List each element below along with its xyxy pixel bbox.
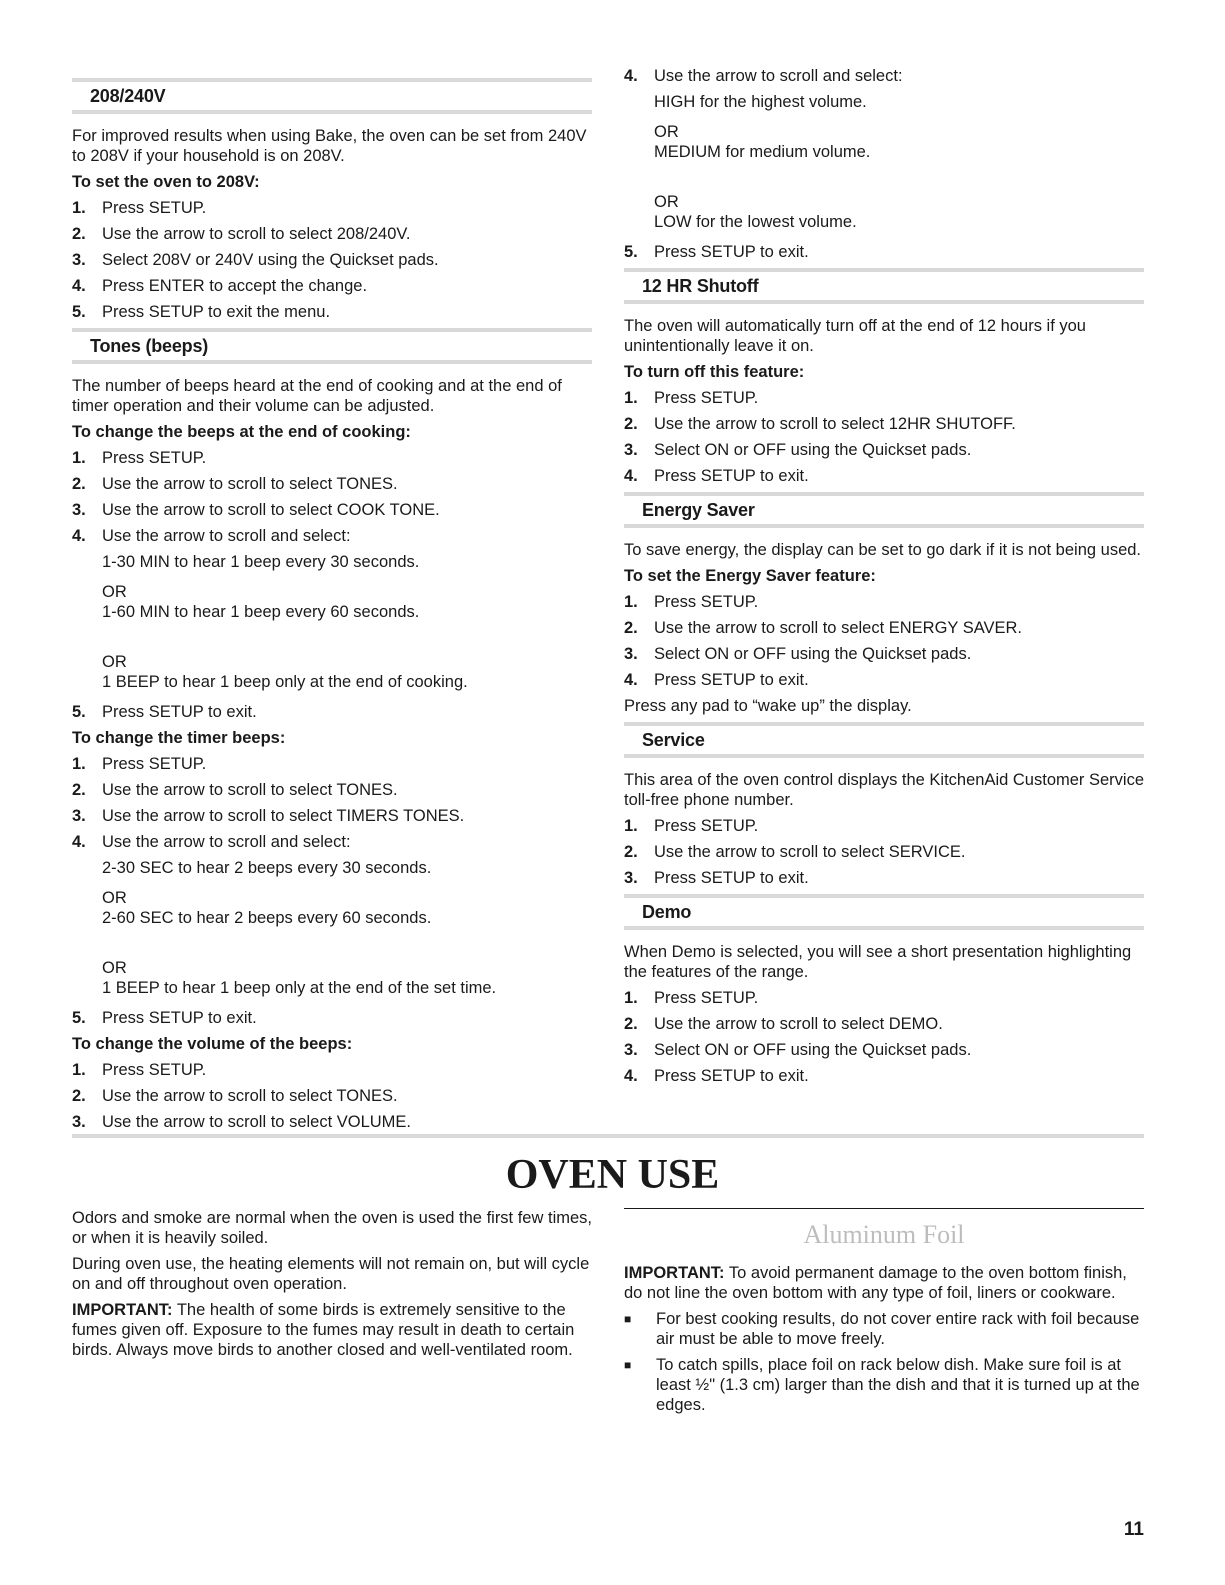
section-heading-aluminum-foil: Aluminum Foil [624, 1208, 1144, 1251]
step-text: Use the arrow to scroll to select DEMO. [654, 1015, 943, 1033]
list-item: 3. Press SETUP to exit. [624, 869, 809, 887]
list-item: 2. Use the arrow to scroll to select 208/240V. [72, 225, 411, 243]
or-label: OR [654, 123, 679, 141]
option-text: 1 BEEP to hear 1 beep only at the end of cooking. [102, 673, 468, 691]
option-text: 1-60 MIN to hear 1 beep every 60 seconds. [102, 603, 420, 621]
list-item: 4. Press SETUP to exit. [624, 1067, 809, 1085]
list-item: 1. Press SETUP. [72, 449, 207, 467]
step-list [72, 198, 592, 322]
option-text: HIGH for the highest volume. [654, 93, 867, 111]
list-item: 3. Select ON or OFF using the Quickset pads. [624, 645, 972, 663]
list-item: 1. Press SETUP. [624, 593, 759, 611]
list-item: 5. Press SETUP to exit. [72, 1009, 257, 1027]
step-text: Select ON or OFF using the Quickset pads. [654, 1041, 972, 1059]
step-text: Use the arrow to scroll to select TONES. [102, 1087, 398, 1105]
step-text: Press SETUP to exit. [654, 1067, 809, 1085]
step-text: Use the arrow to scroll and select: [654, 67, 903, 85]
oven-use-intro [72, 1208, 592, 1366]
option-text: 1 BEEP to hear 1 beep only at the end of the set time. [102, 979, 497, 997]
step-text: Press SETUP. [102, 199, 207, 217]
option-group [102, 888, 592, 928]
step-text: Use the arrow to scroll and select: [102, 833, 351, 851]
list-item [624, 1355, 1144, 1415]
paragraph: During oven use, the heating elements will not remain on, but will cycle on and off throughout oven operation. [72, 1255, 590, 1293]
section-heading-energy-saver: Energy Saver [624, 492, 1144, 528]
step-list [72, 702, 592, 722]
bullet-text: To catch spills, place foil on rack below dish. Make sure foil is at least ½" (1.3 cm) larger than the dish and that it is turned up at the edges. [656, 1356, 1140, 1414]
step-text: Use the arrow to scroll to select 12HR SHUTOFF. [654, 415, 1016, 433]
paragraph: Press any pad to “wake up” the display. [624, 697, 912, 715]
list-item: 2. Use the arrow to scroll to select TONES. [72, 1087, 398, 1105]
subheading: To change the timer beeps: [72, 729, 286, 747]
step-text: Select 208V or 240V using the Quickset pads. [102, 251, 439, 269]
section-heading-12hr-shutoff: 12 HR Shutoff [624, 268, 1144, 304]
list-item: 3. Use the arrow to scroll to select TIMERS TONES. [72, 807, 465, 825]
step-text: Use the arrow to scroll to select TONES. [102, 475, 398, 493]
list-item: 2. Use the arrow to scroll to select TONES. [72, 781, 398, 799]
step-text: Press SETUP to exit. [654, 243, 809, 261]
step-list [624, 388, 1144, 486]
step-text: Press SETUP to exit. [654, 467, 809, 485]
page-title: OVEN USE [505, 1152, 720, 1198]
step-list [624, 816, 1144, 888]
step-list [624, 592, 1144, 690]
list-item: 3. Select ON or OFF using the Quickset pads. [624, 441, 972, 459]
section-heading-tones: Tones (beeps) [72, 328, 592, 364]
list-item: 1. Press SETUP. [624, 817, 759, 835]
list-item: 4. Use the arrow to scroll and select: [72, 833, 351, 851]
option-text: 2-60 SEC to hear 2 beeps every 60 seconds. [102, 909, 432, 927]
step-text: Press SETUP. [654, 989, 759, 1007]
step-text: Press SETUP. [654, 389, 759, 407]
list-item: 3. Use the arrow to scroll to select COOK TONE. [72, 501, 440, 519]
step-text: Press SETUP. [102, 755, 207, 773]
step-text: Press SETUP to exit the menu. [102, 303, 331, 321]
step-text: Use the arrow to scroll to select COOK TONE. [102, 501, 440, 519]
option-text: MEDIUM for medium volume. [654, 143, 871, 161]
page-number: 11 [1123, 1519, 1144, 1540]
list-item: 5. Press SETUP to exit the menu. [72, 303, 331, 321]
list-item: 2. Use the arrow to scroll to select 12HR SHUTOFF. [624, 415, 1016, 433]
paragraph: The oven will automatically turn off at the end of 12 hours if you unintentionally leave it on. [624, 317, 1086, 355]
step-list [72, 448, 592, 546]
step-list [72, 1060, 592, 1132]
step-text: Use the arrow to scroll to select TONES. [102, 781, 398, 799]
list-item: 3. Use the arrow to scroll to select VOLUME. [72, 1113, 412, 1131]
option-text: 1-30 MIN to hear 1 beep every 30 seconds. [102, 553, 420, 571]
list-item: 1. Press SETUP. [72, 755, 207, 773]
step-text: Press SETUP to exit. [654, 671, 809, 689]
step-text: Use the arrow to scroll to select VOLUME. [102, 1113, 412, 1131]
step-list [72, 754, 592, 852]
list-item: 3. Select ON or OFF using the Quickset pads. [624, 1041, 972, 1059]
step-list [624, 988, 1144, 1086]
aluminum-foil-section [624, 1208, 1144, 1421]
step-text: Press SETUP. [102, 1061, 207, 1079]
list-item [624, 1309, 1144, 1349]
step-list [72, 1008, 592, 1028]
paragraph: For improved results when using Bake, the oven can be set from 240V to 208V if your household is on 208V. [72, 127, 587, 165]
paragraph: Odors and smoke are normal when the oven is used the first few times, or when it is heavily soiled. [72, 1209, 592, 1247]
paragraph: The number of beeps heard at the end of cooking and at the end of timer operation and their volume can be adjusted. [72, 377, 562, 415]
subheading: To change the volume of the beeps: [72, 1035, 353, 1053]
step-text: Use the arrow to scroll to select 208/240V. [102, 225, 411, 243]
step-text: Press SETUP. [654, 817, 759, 835]
section-heading-208-240v: 208/240V [72, 78, 592, 114]
subheading: To change the beeps at the end of cooking: [72, 423, 411, 441]
step-text: Select ON or OFF using the Quickset pads. [654, 441, 972, 459]
or-label: OR [654, 193, 679, 211]
bullet-text: For best cooking results, do not cover entire rack with foil because air must be able to move freely. [656, 1310, 1140, 1348]
or-label: OR [102, 583, 127, 601]
important-label: IMPORTANT: [72, 1301, 173, 1319]
option-list [102, 858, 592, 998]
option-group [102, 958, 592, 998]
option-text: 2-30 SEC to hear 2 beeps every 30 seconds. [102, 859, 432, 877]
list-item: 2. Use the arrow to scroll to select TONES. [72, 475, 398, 493]
list-item: 2. Use the arrow to scroll to select ENERGY SAVER. [624, 619, 1023, 637]
option-group [102, 652, 592, 692]
list-item: 3. Select 208V or 240V using the Quickset pads. [72, 251, 439, 269]
section-heading-demo: Demo [624, 894, 1144, 930]
or-label: OR [102, 959, 127, 977]
list-item: 4. Press SETUP to exit. [624, 467, 809, 485]
step-text: Press ENTER to accept the change. [102, 277, 368, 295]
paragraph: When Demo is selected, you will see a short presentation highlighting the features of the range. [624, 943, 1132, 981]
step-list [624, 66, 1144, 86]
list-item: 2. Use the arrow to scroll to select DEMO. [624, 1015, 943, 1033]
important-label: IMPORTANT: [624, 1264, 725, 1282]
step-text: Use the arrow to scroll to select SERVICE. [654, 843, 966, 861]
step-text: Press SETUP to exit. [654, 869, 809, 887]
section-heading-service: Service [624, 722, 1144, 758]
list-item: 1. Press SETUP. [624, 989, 759, 1007]
paragraph-text: To avoid permanent damage to the oven bottom finish, do not line the oven bottom with any type of foil, liners or cookware. [624, 1264, 1127, 1302]
bullet-icon: ■ [624, 1358, 632, 1372]
list-item: 2. Use the arrow to scroll to select SERVICE. [624, 843, 966, 861]
paragraph: To save energy, the display can be set to go dark if it is not being used. [624, 541, 1142, 559]
list-item: 1. Press SETUP. [624, 389, 759, 407]
list-item: 4. Press SETUP to exit. [624, 671, 809, 689]
step-text: Use the arrow to scroll to select ENERGY SAVER. [654, 619, 1023, 637]
list-item: 1. Press SETUP. [72, 1061, 207, 1079]
paragraph [72, 1300, 592, 1360]
step-text: Use the arrow to scroll and select: [102, 527, 351, 545]
step-text: Press SETUP. [102, 449, 207, 467]
bullet-icon: ■ [624, 1312, 632, 1326]
section-divider [72, 1134, 1144, 1138]
list-item: 5. Press SETUP to exit. [72, 703, 257, 721]
bullet-list [624, 1309, 1144, 1415]
right-column [624, 66, 1144, 1092]
left-column [72, 72, 592, 1138]
subheading: To set the Energy Saver feature: [624, 567, 876, 585]
subheading: To set the oven to 208V: [72, 173, 260, 191]
list-item: 5. Press SETUP to exit. [624, 243, 809, 261]
list-item: 4. Use the arrow to scroll and select: [72, 527, 351, 545]
option-group [102, 582, 592, 622]
paragraph-text: The health of some birds is extremely sensitive to the fumes given off. Exposure to the fumes may result in death to certain birds. Always move birds to another closed and well-ventilated room. [72, 1301, 575, 1359]
option-group [654, 192, 1144, 232]
option-list [654, 92, 1144, 232]
paragraph: This area of the oven control displays the KitchenAid Customer Service toll-free phone number. [624, 771, 1145, 809]
step-text: Press SETUP to exit. [102, 703, 257, 721]
step-text: Select ON or OFF using the Quickset pads. [654, 645, 972, 663]
step-text: Use the arrow to scroll to select TIMERS TONES. [102, 807, 465, 825]
list-item: 4. Use the arrow to scroll and select: [624, 67, 903, 85]
list-item: 4. Press ENTER to accept the change. [72, 277, 368, 295]
option-list [102, 552, 592, 692]
paragraph [624, 1263, 1144, 1303]
step-list [624, 242, 1144, 262]
subheading: To turn off this feature: [624, 363, 805, 381]
list-item: 1. Press SETUP. [72, 199, 207, 217]
or-label: OR [102, 653, 127, 671]
or-label: OR [102, 889, 127, 907]
step-text: Press SETUP to exit. [102, 1009, 257, 1027]
step-text: Press SETUP. [654, 593, 759, 611]
option-text: LOW for the lowest volume. [654, 213, 857, 231]
option-group [654, 122, 1144, 162]
